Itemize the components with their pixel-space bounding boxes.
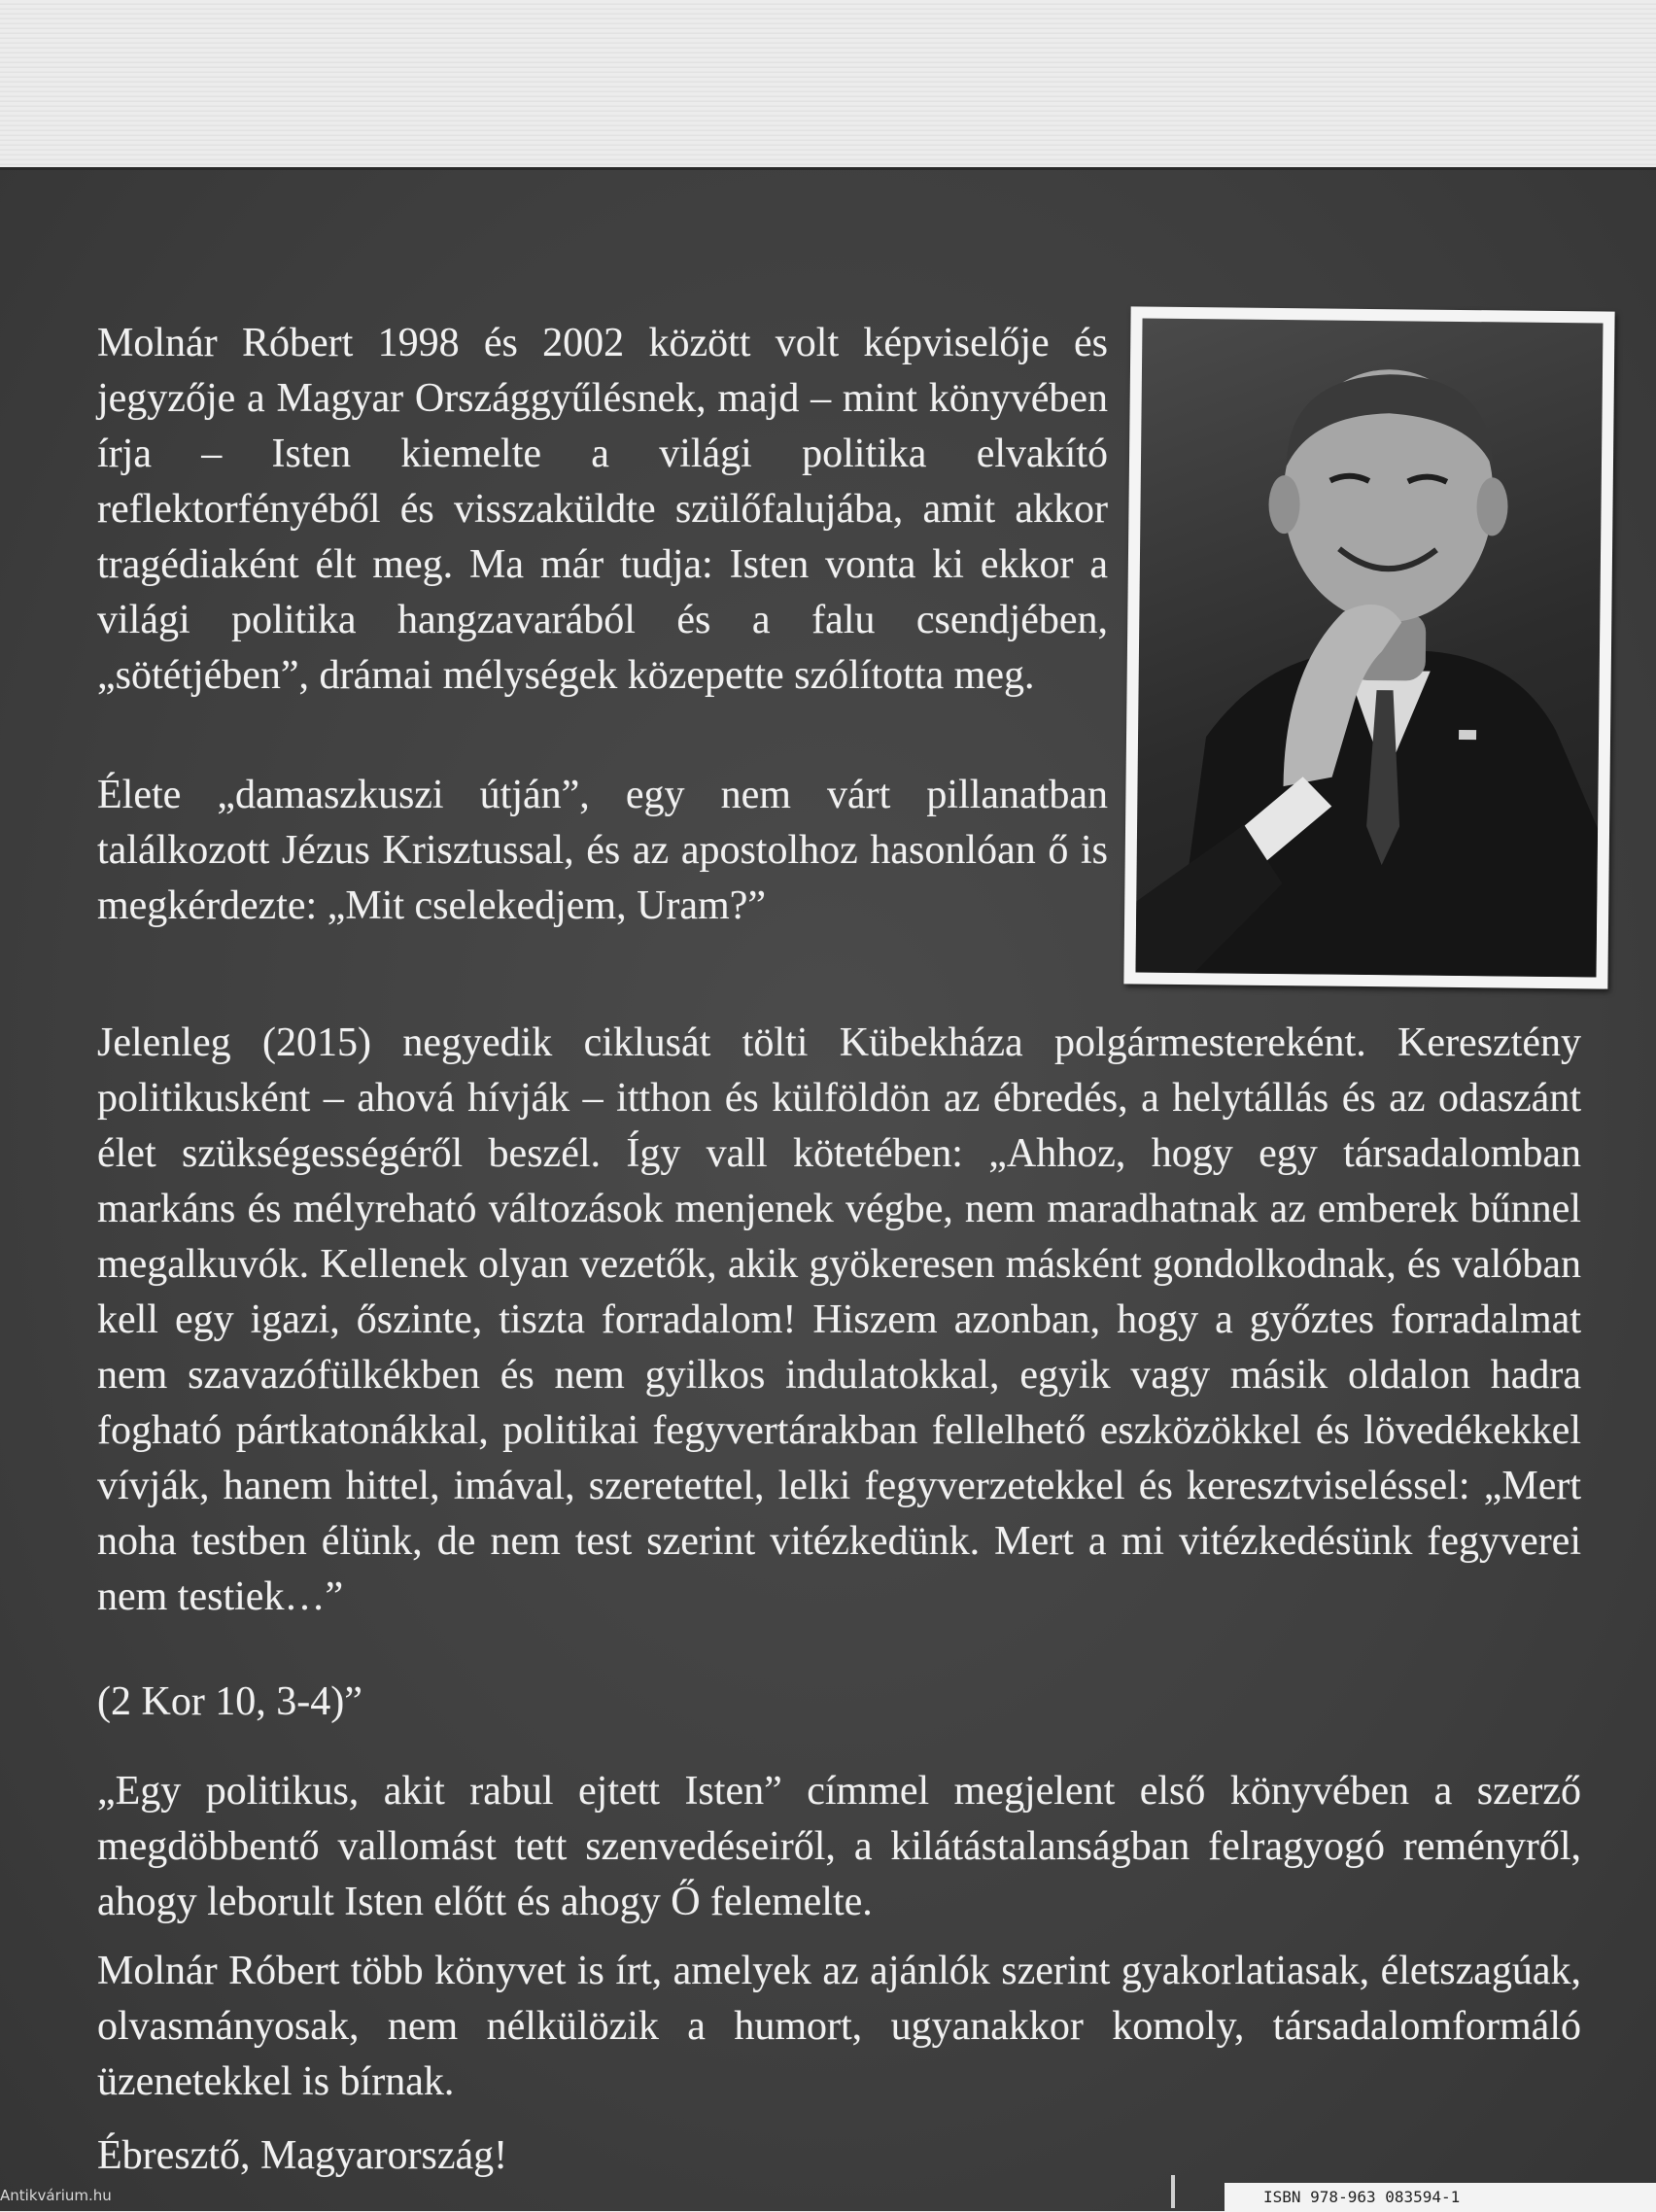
author-photo [1135,319,1603,978]
bio-paragraph-3 [97,1016,1581,1625]
scan-background [0,0,1656,173]
bio-paragraph-2 [97,768,1108,934]
closing-line: Ébresztő, Magyarország! [97,2133,508,2178]
bio-paragraph-3-text: Jelenleg (2015) negyedik ciklusát tölti Kübekháza polgármestereként. Keresztény politikusként – ahová hívják – itthon és külföldön az ébredés, a helytállás és az odaszánt élet szükségességéről beszél. Így vall kötetében: „Ahhoz, hogy egy társadalomban markáns és mélyreható változások menjenek végbe, nem maradhatnak az emberek bűnnel megalkuvók. Kellenek olyan vezetők, akik gyökeresen másként gondolkodnak, és valóban kell egy igazi, őszinte, tiszta forradalom! Hiszem azonban, hogy a győztes forradalmat nem szavazófülkékben és nem gyilkos indulatokkal, egyik vagy másik oldalon hadra fogható pártkatonákkal, politikai fegyvertárakban fellelhető eszközökkel és lövedékekkel vívják, hanem hittel, imával, szeretettel, lelki fegyverzetekkel és keresztviseléssel: „Mert noha testben élünk, de nem test szerint vitézkedünk. Mert a mi vitézkedésünk fegyverei nem testiek…” [97,1020,1581,1619]
bio-paragraph-5 [97,1944,1581,2110]
author-photo-frame [1123,306,1614,988]
bio-paragraph-4 [97,1764,1581,1930]
bio-paragraph-4-text: „Egy politikus, akit rabul ejtett Isten” címmel megjelent első könyvében a szerző megdöbbentő vallomást tett szenvedéseiről, a kilátástalanságban felragyogó reményről, ahogy leborult Isten előtt és ahogy Ő felemelte. [97,1769,1581,1924]
spine-mark [1171,2175,1175,2208]
bio-paragraph-1 [97,316,1108,704]
bible-citation: (2 Kor 10, 3-4)” [97,1679,362,1724]
bio-paragraph-1-text: Molnár Róbert 1998 és 2002 között volt képviselője és jegyzője a Magyar Országgyűlésnek, majd – mint könyvében írja – Isten kiemelte a világi politika elvakító reflektorfényéből és visszaküldte szülőfalujába, amit akkor tragédiaként élt meg. Ma már tudja: Isten vonta ki ekkor a világi politika hangzavarából és a falu csendjében, „sötétjében”, drámai mélységek közepette szólította meg. [97,321,1108,698]
author-portrait-image [1135,319,1603,978]
watermark: Antikvárium.hu [0,2187,112,2204]
isbn-label: ISBN 978-963 083594-1 [1225,2183,1656,2212]
bio-paragraph-5-text: Molnár Róbert több könyvet is írt, amelyek az ajánlók szerint gyakorlatiasak, életszagúak, olvasmányosak, nem nélkülözik a humort, ugyanakkor komoly, társadalomformáló üzenetekkel is bírnak. [97,1949,1581,2104]
bio-paragraph-2-text: Élete „damaszkuszi útján”, egy nem várt pillanatban találkozott Jézus Krisztussal, és az apostolhoz hasonlóan ő is megkérdezte: „Mit cselekedjem, Uram?” [97,773,1108,928]
